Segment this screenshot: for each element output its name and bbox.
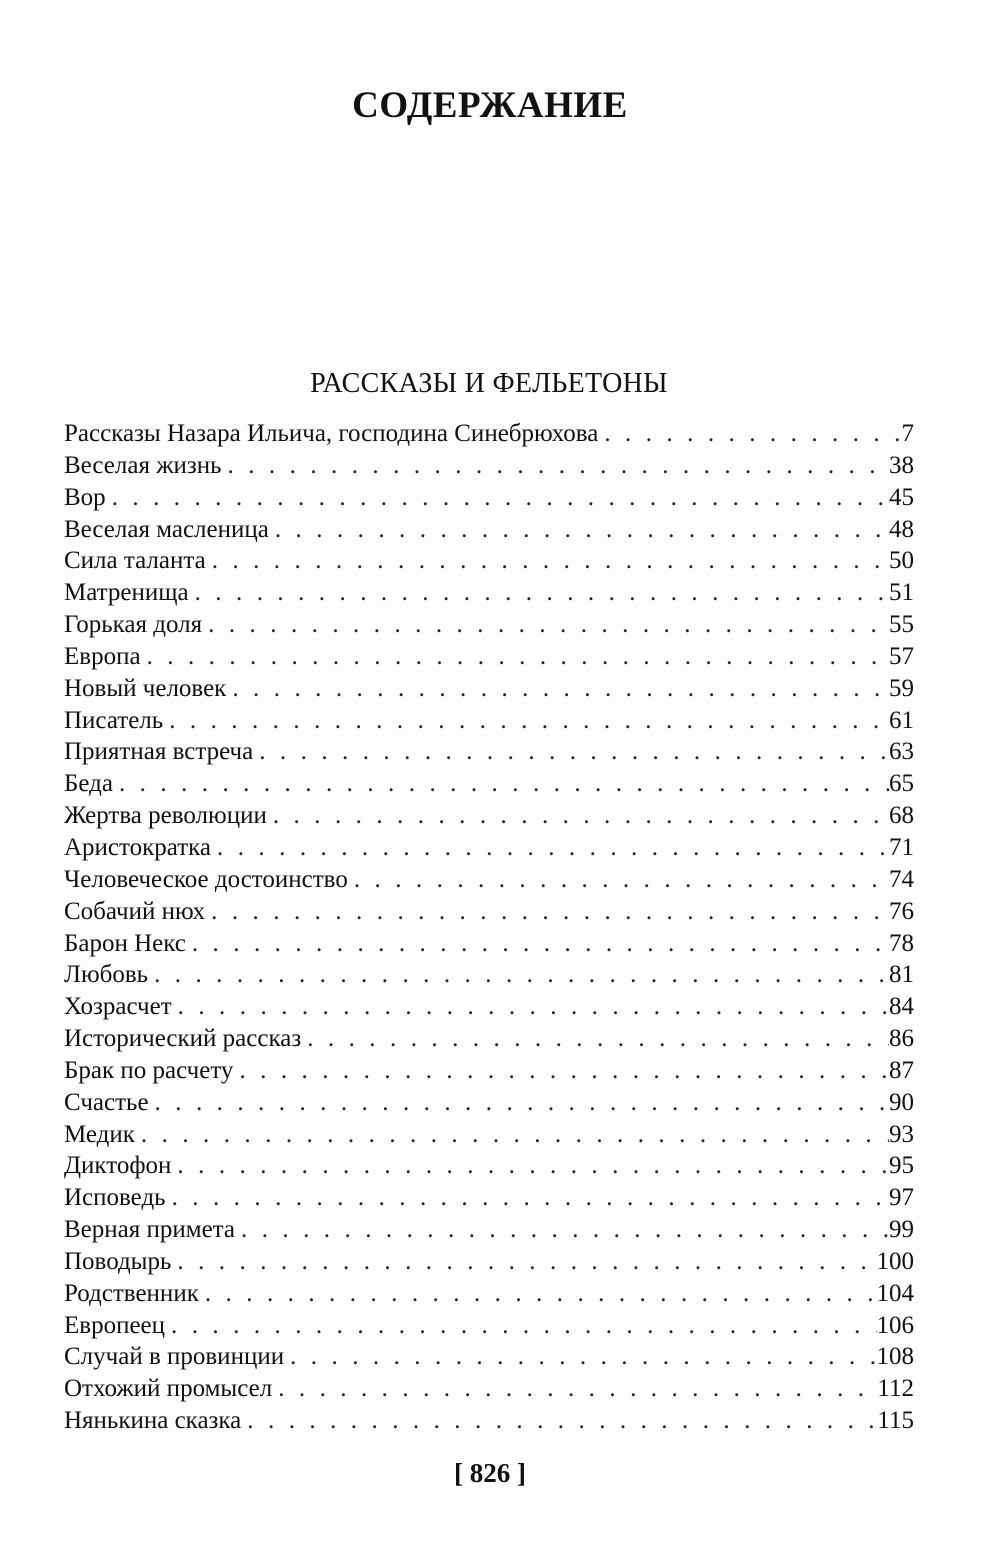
page-title: СОДЕРЖАНИЕ (352, 85, 628, 126)
toc-entry-page: 68 (889, 802, 914, 830)
dot-leader (202, 609, 889, 641)
toc-entry-title: Медик (64, 1120, 135, 1148)
toc-entry-page: 86 (889, 1025, 914, 1053)
toc-entry-title: Исторический рассказ (64, 1025, 302, 1053)
toc-entry-page: 38 (889, 451, 914, 479)
toc-entry-page: 104 (876, 1279, 914, 1307)
toc-entry-page: 100 (876, 1247, 914, 1275)
dot-leader (206, 545, 889, 577)
toc-entry-page: 59 (889, 674, 914, 702)
dot-leader (172, 991, 889, 1023)
toc-entry (64, 896, 914, 928)
toc-entry (64, 1246, 914, 1278)
toc-entry-page: 84 (889, 993, 914, 1021)
dot-leader (186, 928, 889, 960)
dot-leader (163, 705, 889, 737)
toc-entry-page: 93 (889, 1120, 914, 1148)
toc-entry-page: 108 (876, 1343, 914, 1371)
dot-leader (598, 418, 901, 450)
toc-entry-title: Счастье (64, 1088, 149, 1116)
toc-entry (64, 450, 914, 482)
toc-entry-title: Новый человек (64, 674, 227, 702)
toc-entry-page: 50 (889, 547, 914, 575)
dot-leader (189, 577, 889, 609)
toc-entry (64, 768, 914, 800)
toc-entry (64, 1182, 914, 1214)
toc-entry-title: Веселая масленица (64, 515, 269, 543)
toc-entry (64, 514, 914, 546)
toc-entry (64, 482, 914, 514)
dot-leader (113, 768, 889, 800)
toc-entry (64, 928, 914, 960)
toc-entry-title: Любовь (64, 961, 149, 989)
toc-entry-title: Отхожий промысел (64, 1375, 273, 1403)
toc-entry (64, 1150, 914, 1182)
toc-entry-page: 51 (889, 579, 914, 607)
toc-entry-title: Писатель (64, 706, 164, 734)
toc-entry (64, 1087, 914, 1119)
toc-entry-title: Европеец (64, 1311, 166, 1339)
toc-entry-page: 55 (889, 611, 914, 639)
toc-entry (64, 641, 914, 673)
dot-leader (149, 1087, 889, 1119)
toc-entry-title: Горькая доля (64, 611, 203, 639)
toc-entry-title: Матренища (64, 579, 189, 607)
dot-leader (269, 514, 889, 546)
toc-entry-page: 112 (877, 1375, 914, 1403)
toc-entry-title: Веселая жизнь (64, 451, 222, 479)
toc-entry-title: Собачий нюх (64, 897, 206, 925)
toc-entry-title: Аристократка (64, 833, 212, 861)
dot-leader (272, 1373, 877, 1405)
toc-entry (64, 1341, 914, 1373)
section-title: РАССКАЗЫ И ФЕЛЬЕТОНЫ (310, 368, 668, 399)
dot-leader (148, 959, 889, 991)
toc-entry (64, 991, 914, 1023)
toc-entry (64, 1405, 914, 1437)
toc-entry-page: 87 (889, 1056, 914, 1084)
toc-entry-title: Брак по расчету (64, 1056, 234, 1084)
toc-entry-title: Диктофон (64, 1152, 172, 1180)
toc-entry (64, 864, 914, 896)
toc-entry-title: Человеческое достоинство (64, 865, 348, 893)
toc-entry-page: 115 (877, 1407, 914, 1435)
toc-entry-page: 45 (889, 483, 914, 511)
dot-leader (165, 1310, 876, 1342)
dot-leader (233, 1055, 889, 1087)
toc-entry (64, 1278, 914, 1310)
toc-entry-page: 65 (889, 770, 914, 798)
toc-entry-page: 61 (889, 706, 914, 734)
toc-entry (64, 418, 914, 450)
toc-entry (64, 577, 914, 609)
toc-entry (64, 1055, 914, 1087)
dot-leader (205, 896, 889, 928)
dot-leader (235, 1214, 889, 1246)
toc-entry-title: Рассказы Назара Ильича, господина Синебрюхова (64, 420, 599, 447)
toc-entry (64, 736, 914, 768)
toc-entry (64, 1310, 914, 1342)
dot-leader (241, 1405, 877, 1437)
toc-entry (64, 705, 914, 737)
toc-entry-title: Барон Некс (64, 929, 186, 957)
toc-entry (64, 1119, 914, 1151)
toc-entry-title: Нянькина сказка (64, 1407, 242, 1435)
dot-leader (141, 641, 889, 673)
toc-entry-title: Поводырь (64, 1247, 172, 1275)
toc-entry-title: Вор (64, 483, 106, 511)
toc-entry (64, 800, 914, 832)
toc-entry-title: Беда (64, 770, 113, 798)
dot-leader (267, 800, 889, 832)
table-of-contents (64, 418, 914, 1437)
dot-leader (135, 1119, 889, 1151)
toc-entry-title: Родственник (64, 1279, 199, 1307)
toc-entry (64, 1023, 914, 1055)
dot-leader (199, 1278, 877, 1310)
toc-entry (64, 959, 914, 991)
toc-entry-title: Случай в провинции (64, 1343, 285, 1371)
toc-entry (64, 673, 914, 705)
toc-entry-page: 81 (889, 961, 914, 989)
toc-entry-title: Приятная встреча (64, 738, 254, 766)
dot-leader (222, 450, 889, 482)
toc-entry-page: 78 (889, 929, 914, 957)
toc-entry (64, 545, 914, 577)
toc-entry-page: 99 (889, 1216, 914, 1244)
toc-entry-page: 106 (876, 1311, 914, 1339)
toc-entry-title: Европа (64, 642, 141, 670)
toc-entry (64, 1373, 914, 1405)
dot-leader (106, 482, 889, 514)
toc-entry-page: 76 (889, 897, 914, 925)
toc-entry-page: 71 (889, 833, 914, 861)
toc-entry (64, 1214, 914, 1246)
toc-entry-page: 97 (889, 1184, 914, 1212)
toc-entry (64, 832, 914, 864)
dot-leader (226, 673, 889, 705)
dot-leader (348, 864, 889, 896)
toc-entry-page: 74 (889, 865, 914, 893)
dot-leader (253, 736, 889, 768)
toc-entry-page: 48 (889, 515, 914, 543)
toc-entry-title: Хозрасчет (64, 993, 172, 1021)
dot-leader (211, 832, 889, 864)
toc-entry-title: Верная примета (64, 1216, 235, 1244)
toc-entry-title: Сила таланта (64, 547, 206, 575)
toc-entry-page: 7 (901, 420, 914, 447)
toc-entry-title: Жертва революции (64, 802, 267, 830)
dot-leader (166, 1182, 889, 1214)
dot-leader (301, 1023, 889, 1055)
toc-entry-page: 63 (889, 738, 914, 766)
toc-entry-page: 90 (889, 1088, 914, 1116)
toc-entry (64, 609, 914, 641)
dot-leader (284, 1341, 876, 1373)
toc-entry-page: 57 (889, 642, 914, 670)
toc-entry-page: 95 (889, 1152, 914, 1180)
toc-entry-title: Исповедь (64, 1184, 166, 1212)
dot-leader (171, 1150, 889, 1182)
page-number: [ 826 ] (454, 1458, 526, 1488)
dot-leader (171, 1246, 876, 1278)
